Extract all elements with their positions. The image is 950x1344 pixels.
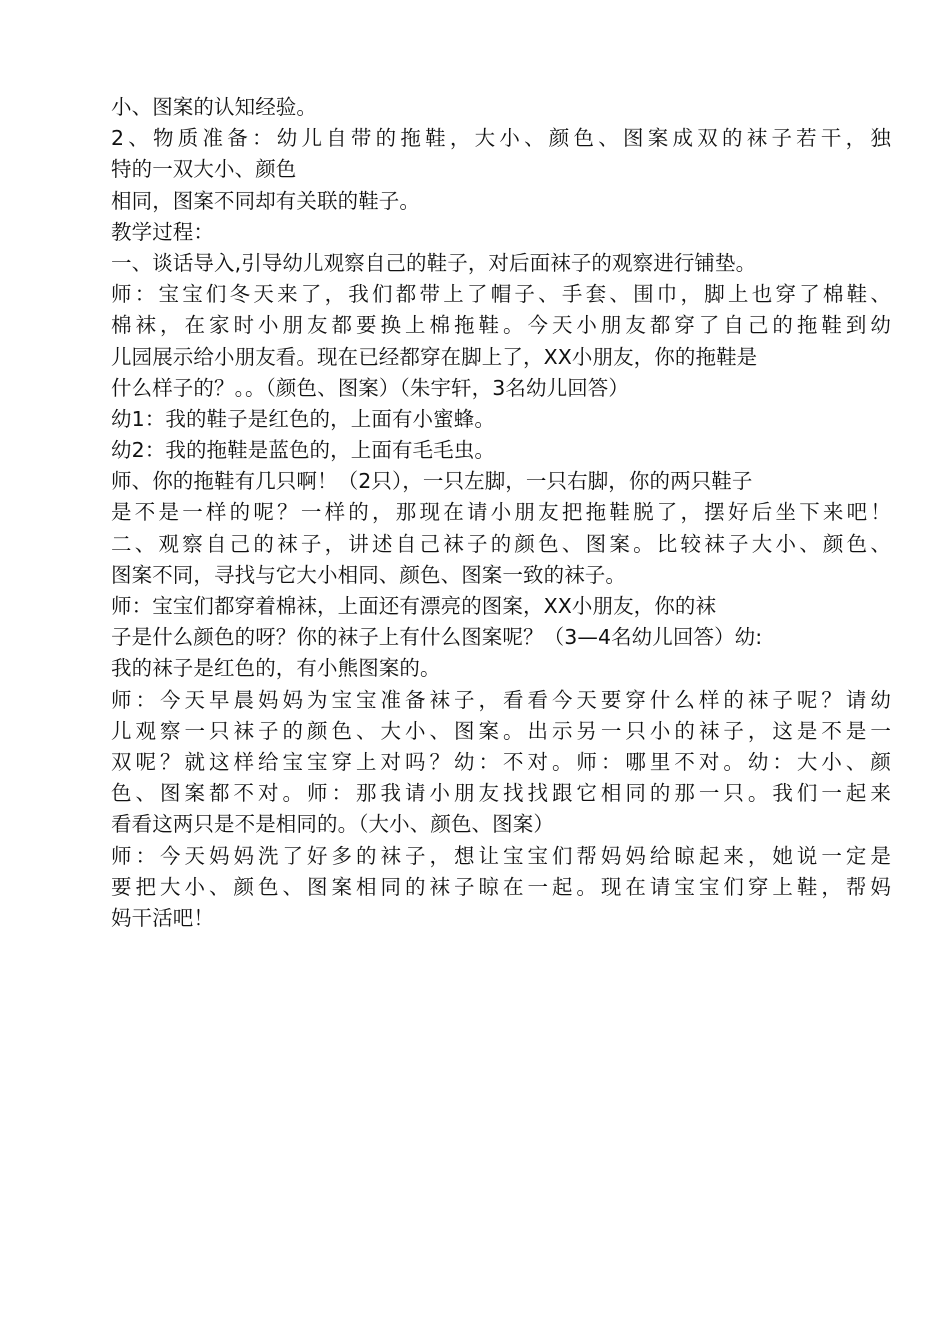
section-heading: 一、谈话导入,引导幼儿观察自己的鞋子，对后面袜子的观察进行铺垫。 (111, 250, 757, 275)
text-line: 小、图案的认知经验。 (111, 95, 317, 119)
text-line: 师：宝宝们冬天来了，我们都带上了帽子、手套、围巾，脚上也穿了棉鞋、 (111, 282, 891, 307)
text-line: 棉袜，在家时小朋友都要换上棉拖鞋。今天小朋友都穿了自己的拖鞋到幼 (111, 313, 891, 338)
text-line: 师：今天早晨妈妈为宝宝准备袜子，看看今天要穿什么样的袜子呢？请幼 (111, 687, 891, 712)
text-line: 幼2：我的拖鞋是蓝色的，上面有毛毛虫。 (111, 438, 495, 463)
text-line: 妈干活吧！ (111, 905, 214, 930)
text-line: 什么样子的？。。（颜色、图案）（朱宇轩，3名幼儿回答） (111, 375, 629, 400)
text-line: 图案不同，寻找与它大小相同、颜色、图案一致的袜子。 (111, 562, 626, 587)
text-line: 是不是一样的呢？一样的，那现在请小朋友把拖鞋脱了，摆好后坐下来吧！ (111, 500, 891, 525)
text-line: 色、图案都不对。师：那我请小朋友找找跟它相同的那一只。我们一起来 (111, 781, 891, 806)
text-line: 要把大小、颜色、图案相同的袜子晾在一起。现在请宝宝们穿上鞋，帮妈 (111, 874, 891, 899)
text-line: 看看这两只是不是相同的。（大小、颜色、图案） (111, 812, 554, 837)
text-line: 师：宝宝们都穿着棉袜，上面还有漂亮的图案，XX小朋友，你的袜 (111, 594, 717, 618)
text-line: 我的袜子是红色的，有小熊图案的。 (111, 656, 441, 681)
text-line: 师：今天妈妈洗了好多的袜子，想让宝宝们帮妈妈给晾起来，她说一定是 (111, 843, 891, 868)
text-line: 2、物质准备：幼儿自带的拖鞋，大小、颜色、图案成双的袜子若干，独 (111, 126, 891, 151)
text-line: 师、你的拖鞋有几只啊！（2只），一只左脚，一只右脚，你的两只鞋子 (111, 469, 753, 494)
text-line: 儿园展示给小朋友看。现在已经都穿在脚上了，XX小朋友，你的拖鞋是 (111, 344, 758, 369)
text-line: 特的一双大小、颜色 (111, 157, 297, 182)
section-heading: 二、观察自己的袜子，讲述自己袜子的颜色、图案。比较袜子大小、颜色、 (111, 531, 891, 556)
text-line: 子是什么颜色的呀？你的袜子上有什么图案呢？（3—4名幼儿回答）幼: (111, 625, 763, 650)
text-line: 教学过程： (111, 219, 214, 244)
text-line: 幼1：我的鞋子是红色的，上面有小蜜蜂。 (111, 406, 495, 431)
text-line: 儿观察一只袜子的颜色、大小、图案。出示另一只小的袜子，这是不是一 (111, 718, 891, 743)
text-line: 双呢？就这样给宝宝穿上对吗？幼：不对。师：哪里不对。幼：大小、颜 (111, 749, 891, 774)
text-line: 相同，图案不同却有关联的鞋子。 (111, 188, 420, 213)
document-body (111, 92, 891, 934)
